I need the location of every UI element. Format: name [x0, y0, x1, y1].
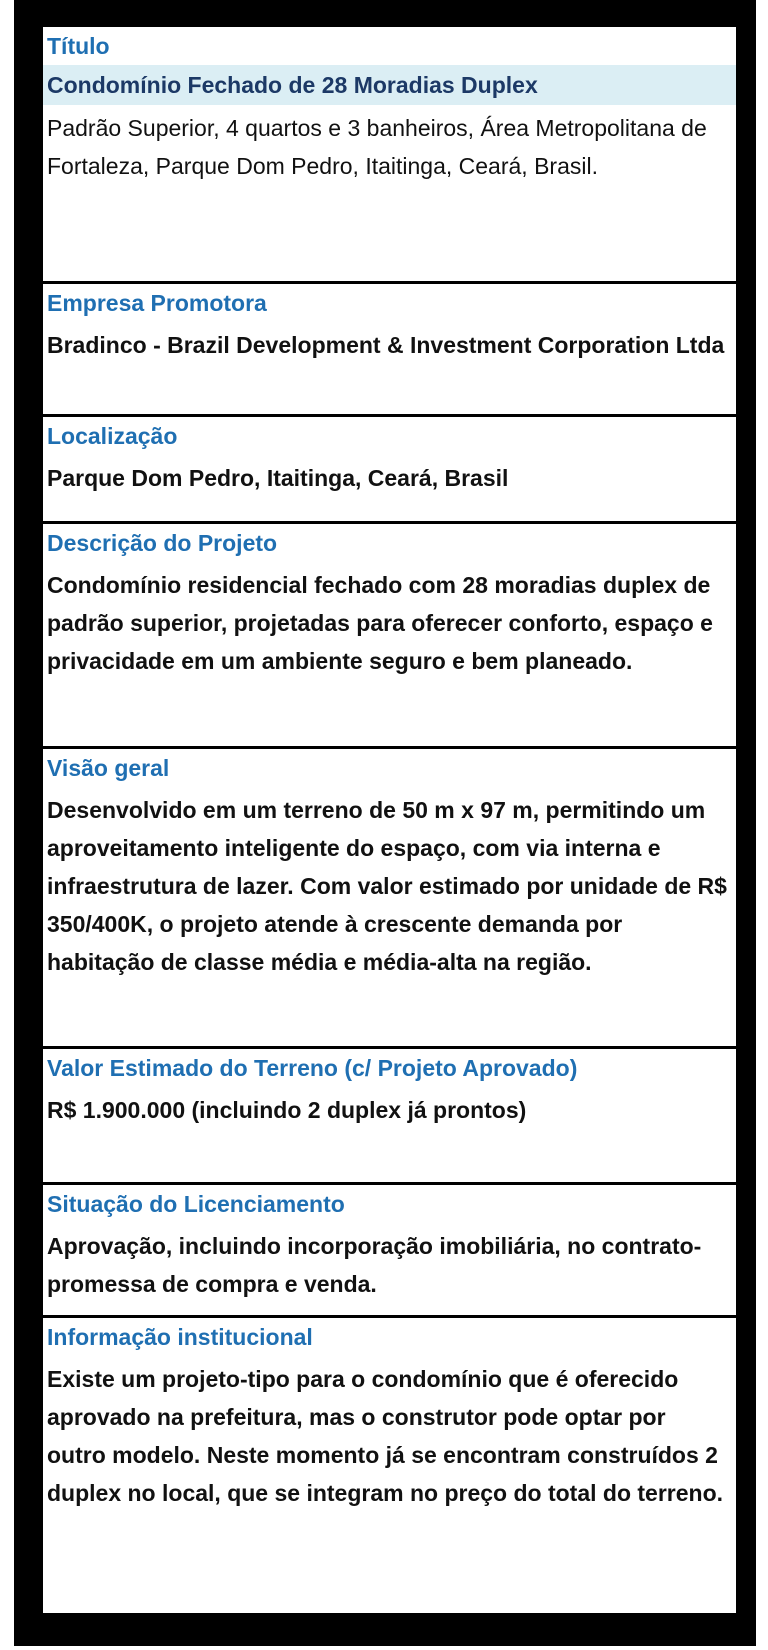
titulo-heading: Condomínio Fechado de 28 Moradias Duplex: [43, 65, 736, 105]
titulo-text: Padrão Superior, 4 quartos e 3 banheiros, Área Metropolitana de Fortaleza, Parque Dom Pedro, Itaitinga, Ceará, Brasil.: [47, 115, 707, 179]
valor-label: Valor Estimado do Terreno (c/ Projeto Aprovado): [47, 1055, 578, 1081]
section-visao-geral: [43, 749, 736, 1046]
section-descricao: [43, 524, 736, 746]
empresa-label: Empresa Promotora: [47, 290, 267, 316]
localizacao-label: Localização: [47, 423, 178, 449]
document-frame: [14, 0, 756, 1646]
licenciamento-text: Aprovação, incluindo incorporação imobiliária, no contrato-promessa de compra e venda.: [47, 1233, 702, 1297]
informacao-label: Informação institucional: [47, 1324, 313, 1350]
property-info-sheet: [43, 27, 736, 1613]
descricao-text: Condomínio residencial fechado com 28 moradias duplex de padrão superior, projetadas para oferecer conforto, espaço e privacidade em um ambiente seguro e bem planeado.: [47, 572, 713, 674]
section-localizacao: [43, 417, 736, 521]
empresa-text: Bradinco - Brazil Development & Investment Corporation Ltda: [47, 332, 725, 358]
section-titulo: [43, 27, 736, 281]
section-valor-estimado: [43, 1049, 736, 1182]
valor-text: R$ 1.900.000 (incluindo 2 duplex já prontos): [47, 1097, 527, 1123]
titulo-label: Título: [47, 33, 110, 59]
informacao-text: Existe um projeto-tipo para o condomínio que é oferecido aprovado na prefeitura, mas o construtor pode optar por outro modelo. Neste momento já se encontram construídos 2 duplex no local, que se integram no preço do total do terreno.: [47, 1366, 724, 1506]
section-informacao-institucional: [43, 1318, 736, 1613]
visao-text: Desenvolvido em um terreno de 50 m x 97 m, permitindo um aproveitamento inteligente do espaço, com via interna e infraestrutura de lazer. Com valor estimado por unidade de R$ 350/400K, o projeto atende à crescente demanda por habitação de classe média e média-alta na região.: [47, 797, 727, 975]
visao-label: Visão geral: [47, 755, 170, 781]
section-licenciamento: [43, 1185, 736, 1315]
section-empresa-promotora: [43, 284, 736, 414]
localizacao-text: Parque Dom Pedro, Itaitinga, Ceará, Brasil: [47, 465, 509, 491]
licenciamento-label: Situação do Licenciamento: [47, 1191, 345, 1217]
descricao-label: Descrição do Projeto: [47, 530, 278, 556]
